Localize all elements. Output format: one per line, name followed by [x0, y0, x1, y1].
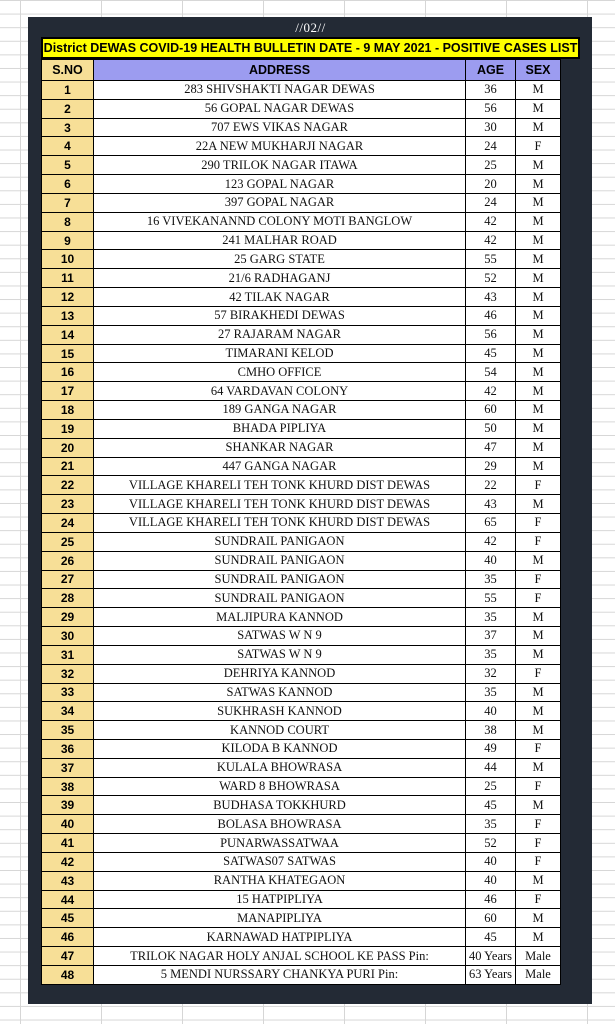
- cell-sex: M: [516, 175, 561, 194]
- cell-address: TRILOK NAGAR HOLY ANJAL SCHOOL KE PASS Pin:: [94, 947, 466, 966]
- cell-sex: M: [516, 325, 561, 344]
- cell-address: KILODA B KANNOD: [94, 739, 466, 758]
- cell-sno: 25: [42, 532, 94, 551]
- table-row: [42, 608, 561, 627]
- cell-sno: 10: [42, 250, 94, 269]
- cell-address: 290 TRILOK NAGAR ITAWA: [94, 156, 466, 175]
- cell-sno: 9: [42, 231, 94, 250]
- table-row: [42, 457, 561, 476]
- cell-age: 35: [466, 815, 516, 834]
- table-row: [42, 758, 561, 777]
- cell-age: 25: [466, 777, 516, 796]
- table-row: [42, 890, 561, 909]
- cell-address: 15 HATPIPLIYA: [94, 890, 466, 909]
- cell-sno: 39: [42, 796, 94, 815]
- cell-sex: M: [516, 231, 561, 250]
- cell-age: 56: [466, 325, 516, 344]
- cell-sex: M: [516, 401, 561, 420]
- cell-sex: Male: [516, 947, 561, 966]
- table-row: [42, 99, 561, 118]
- cell-sex: F: [516, 890, 561, 909]
- cell-sno: 7: [42, 193, 94, 212]
- cell-age: 38: [466, 721, 516, 740]
- cell-sno: 32: [42, 664, 94, 683]
- cell-address: 27 RAJARAM NAGAR: [94, 325, 466, 344]
- cell-age: 52: [466, 834, 516, 853]
- cell-age: 40: [466, 551, 516, 570]
- cell-sex: F: [516, 570, 561, 589]
- table-row: [42, 815, 561, 834]
- cell-sno: 5: [42, 156, 94, 175]
- cell-age: 24: [466, 137, 516, 156]
- cell-address: 21/6 RADHAGANJ: [94, 269, 466, 288]
- cell-address: MALJIPURA KANNOD: [94, 608, 466, 627]
- cell-address: VILLAGE KHARELI TEH TONK KHURD DIST DEWAS: [94, 514, 466, 533]
- cell-sex: F: [516, 137, 561, 156]
- cell-address: 283 SHIVSHAKTI NAGAR DEWAS: [94, 81, 466, 100]
- cell-sex: M: [516, 909, 561, 928]
- cell-address: 16 VIVEKANANND COLONY MOTI BANGLOW: [94, 212, 466, 231]
- cell-address: MANAPIPLIYA: [94, 909, 466, 928]
- table-row: [42, 212, 561, 231]
- table-row: [42, 570, 561, 589]
- table-row: [42, 306, 561, 325]
- cell-age: 47: [466, 438, 516, 457]
- cell-sex: F: [516, 476, 561, 495]
- cell-sex: M: [516, 344, 561, 363]
- table-row: [42, 965, 561, 984]
- cell-sno: 30: [42, 627, 94, 646]
- cell-address: SUNDRAIL PANIGAON: [94, 551, 466, 570]
- table-row: [42, 288, 561, 307]
- cell-age: 20: [466, 175, 516, 194]
- table-row: [42, 683, 561, 702]
- cell-sex: F: [516, 589, 561, 608]
- cell-address: 447 GANGA NAGAR: [94, 457, 466, 476]
- page-marker: //02//: [295, 20, 326, 35]
- table-row: [42, 739, 561, 758]
- cell-address: CMHO OFFICE: [94, 363, 466, 382]
- cell-age: 35: [466, 683, 516, 702]
- cell-sex: F: [516, 777, 561, 796]
- cases-table: [41, 59, 561, 985]
- table-row: [42, 363, 561, 382]
- cell-age: 45: [466, 344, 516, 363]
- cell-age: 46: [466, 890, 516, 909]
- cell-address: SUKHRASH KANNOD: [94, 702, 466, 721]
- cell-age: 42: [466, 532, 516, 551]
- cell-age: 63 Years: [466, 965, 516, 984]
- table-row: [42, 495, 561, 514]
- cell-address: SATWAS07 SATWAS: [94, 852, 466, 871]
- cell-sno: 36: [42, 739, 94, 758]
- cell-age: 35: [466, 570, 516, 589]
- table-row: [42, 269, 561, 288]
- table-row: [42, 928, 561, 947]
- cell-sex: Male: [516, 965, 561, 984]
- cell-sno: 40: [42, 815, 94, 834]
- cell-age: 45: [466, 796, 516, 815]
- cell-sno: 23: [42, 495, 94, 514]
- cell-age: 35: [466, 608, 516, 627]
- cell-sno: 19: [42, 419, 94, 438]
- table-row: [42, 81, 561, 100]
- cell-address: BUDHASA TOKKHURD: [94, 796, 466, 815]
- cell-sno: 24: [42, 514, 94, 533]
- cell-sex: M: [516, 118, 561, 137]
- cell-address: PUNARWASSATWAA: [94, 834, 466, 853]
- col-header-sno: S.NO: [42, 60, 94, 81]
- cell-sno: 34: [42, 702, 94, 721]
- table-row: [42, 721, 561, 740]
- cell-sex: M: [516, 871, 561, 890]
- table-row: [42, 852, 561, 871]
- cell-sex: M: [516, 288, 561, 307]
- cell-age: 42: [466, 231, 516, 250]
- table-row: [42, 532, 561, 551]
- cell-sno: 22: [42, 476, 94, 495]
- cell-sno: 29: [42, 608, 94, 627]
- cell-sno: 38: [42, 777, 94, 796]
- cell-sno: 15: [42, 344, 94, 363]
- cell-age: 49: [466, 739, 516, 758]
- cell-address: 123 GOPAL NAGAR: [94, 175, 466, 194]
- table-row: [42, 438, 561, 457]
- cell-address: KULALA BHOWRASA: [94, 758, 466, 777]
- cell-sex: M: [516, 156, 561, 175]
- table-row: [42, 193, 561, 212]
- cell-sex: M: [516, 382, 561, 401]
- cell-address: VILLAGE KHARELI TEH TONK KHURD DIST DEWAS: [94, 495, 466, 514]
- cell-sex: M: [516, 702, 561, 721]
- cell-address: 189 GANGA NAGAR: [94, 401, 466, 420]
- cell-age: 43: [466, 495, 516, 514]
- cell-sex: M: [516, 645, 561, 664]
- cell-age: 37: [466, 627, 516, 646]
- table-row: [42, 382, 561, 401]
- cell-age: 60: [466, 401, 516, 420]
- col-header-age: AGE: [466, 60, 516, 81]
- cell-sex: F: [516, 664, 561, 683]
- cell-address: DEHRIYA KANNOD: [94, 664, 466, 683]
- cell-sno: 17: [42, 382, 94, 401]
- cell-age: 40 Years: [466, 947, 516, 966]
- cell-sno: 48: [42, 965, 94, 984]
- cell-age: 35: [466, 645, 516, 664]
- table-row: [42, 777, 561, 796]
- cell-sno: 12: [42, 288, 94, 307]
- cell-sno: 8: [42, 212, 94, 231]
- cell-address: 56 GOPAL NAGAR DEWAS: [94, 99, 466, 118]
- cell-address: 25 GARG STATE: [94, 250, 466, 269]
- table-row: [42, 476, 561, 495]
- table-row: [42, 514, 561, 533]
- table-row: [42, 871, 561, 890]
- cell-age: 52: [466, 269, 516, 288]
- table-row: [42, 325, 561, 344]
- cell-sex: M: [516, 796, 561, 815]
- cell-age: 56: [466, 99, 516, 118]
- cell-address: SHANKAR NAGAR: [94, 438, 466, 457]
- table-row: [42, 250, 561, 269]
- cell-age: 22: [466, 476, 516, 495]
- cell-sno: 43: [42, 871, 94, 890]
- table-row: [42, 645, 561, 664]
- table-row: [42, 589, 561, 608]
- table-row: [42, 231, 561, 250]
- cell-age: 32: [466, 664, 516, 683]
- cell-address: BOLASA BHOWRASA: [94, 815, 466, 834]
- table-row: [42, 118, 561, 137]
- table-row: [42, 137, 561, 156]
- cell-sex: F: [516, 852, 561, 871]
- cell-sex: M: [516, 721, 561, 740]
- table-row: [42, 909, 561, 928]
- cell-address: TIMARANI KELOD: [94, 344, 466, 363]
- cell-sno: 14: [42, 325, 94, 344]
- cell-address: SUNDRAIL PANIGAON: [94, 532, 466, 551]
- cell-address: BHADA PIPLIYA: [94, 419, 466, 438]
- cell-address: SUNDRAIL PANIGAON: [94, 589, 466, 608]
- cell-sno: 45: [42, 909, 94, 928]
- cell-age: 55: [466, 250, 516, 269]
- cell-sno: 47: [42, 947, 94, 966]
- cell-sno: 18: [42, 401, 94, 420]
- cell-address: SUNDRAIL PANIGAON: [94, 570, 466, 589]
- cell-sno: 28: [42, 589, 94, 608]
- table-row: [42, 401, 561, 420]
- table-row: [42, 702, 561, 721]
- cell-address: RANTHA KHATEGAON: [94, 871, 466, 890]
- cell-sno: 44: [42, 890, 94, 909]
- header-row: [42, 60, 561, 81]
- cell-sno: 42: [42, 852, 94, 871]
- cell-address: 64 VARDAVAN COLONY: [94, 382, 466, 401]
- cell-address: VILLAGE KHARELI TEH TONK KHURD DIST DEWAS: [94, 476, 466, 495]
- cell-sex: M: [516, 608, 561, 627]
- cell-sno: 6: [42, 175, 94, 194]
- cell-sno: 46: [42, 928, 94, 947]
- table-row: [42, 156, 561, 175]
- cell-age: 25: [466, 156, 516, 175]
- cell-sno: 16: [42, 363, 94, 382]
- cell-address: 22A NEW MUKHARJI NAGAR: [94, 137, 466, 156]
- cell-address: 57 BIRAKHEDI DEWAS: [94, 306, 466, 325]
- cell-address: SATWAS W N 9: [94, 627, 466, 646]
- cell-sex: F: [516, 739, 561, 758]
- cell-sex: F: [516, 532, 561, 551]
- bulletin-image[interactable]: [28, 17, 592, 1004]
- cell-age: 46: [466, 306, 516, 325]
- cell-age: 40: [466, 852, 516, 871]
- cell-sno: 21: [42, 457, 94, 476]
- cell-sex: M: [516, 683, 561, 702]
- cell-age: 29: [466, 457, 516, 476]
- cell-sno: 37: [42, 758, 94, 777]
- table-row: [42, 834, 561, 853]
- cell-sex: F: [516, 834, 561, 853]
- cell-sno: 35: [42, 721, 94, 740]
- cell-age: 42: [466, 382, 516, 401]
- cell-address: SATWAS KANNOD: [94, 683, 466, 702]
- cell-age: 24: [466, 193, 516, 212]
- table-body: [42, 81, 561, 985]
- cell-sex: M: [516, 495, 561, 514]
- cell-sno: 33: [42, 683, 94, 702]
- cell-sno: 3: [42, 118, 94, 137]
- cell-sex: M: [516, 928, 561, 947]
- bulletin-title: District DEWAS COVID-19 HEALTH BULLETIN DATE - 9 MAY 2021 - POSITIVE CASES LIST: [41, 37, 580, 59]
- cell-address: 707 EWS VIKAS NAGAR: [94, 118, 466, 137]
- cell-address: 397 GOPAL NAGAR: [94, 193, 466, 212]
- cell-sno: 26: [42, 551, 94, 570]
- cell-address: WARD 8 BHOWRASA: [94, 777, 466, 796]
- cell-age: 40: [466, 702, 516, 721]
- cell-age: 30: [466, 118, 516, 137]
- cell-sno: 2: [42, 99, 94, 118]
- cell-age: 36: [466, 81, 516, 100]
- cell-age: 65: [466, 514, 516, 533]
- table-row: [42, 947, 561, 966]
- cell-age: 50: [466, 419, 516, 438]
- cell-sex: M: [516, 758, 561, 777]
- cell-sex: M: [516, 212, 561, 231]
- table-row: [42, 627, 561, 646]
- cell-sno: 27: [42, 570, 94, 589]
- col-header-sex: SEX: [516, 60, 561, 81]
- cell-sex: F: [516, 514, 561, 533]
- cell-age: 60: [466, 909, 516, 928]
- cell-sex: M: [516, 81, 561, 100]
- cell-sex: M: [516, 438, 561, 457]
- cell-sno: 1: [42, 81, 94, 100]
- cell-sex: M: [516, 551, 561, 570]
- cell-address: 241 MALHAR ROAD: [94, 231, 466, 250]
- cell-address: 42 TILAK NAGAR: [94, 288, 466, 307]
- cell-sex: M: [516, 457, 561, 476]
- cell-address: KANNOD COURT: [94, 721, 466, 740]
- cell-address: 5 MENDI NURSSARY CHANKYA PURI Pin:: [94, 965, 466, 984]
- cell-age: 54: [466, 363, 516, 382]
- cell-sno: 41: [42, 834, 94, 853]
- table-row: [42, 551, 561, 570]
- cell-sno: 4: [42, 137, 94, 156]
- cell-sex: M: [516, 99, 561, 118]
- cell-age: 45: [466, 928, 516, 947]
- cell-age: 40: [466, 871, 516, 890]
- cell-sex: M: [516, 627, 561, 646]
- table-row: [42, 344, 561, 363]
- cell-sex: M: [516, 363, 561, 382]
- cell-address: KARNAWAD HATPIPLIYA: [94, 928, 466, 947]
- table-row: [42, 419, 561, 438]
- cell-sno: 31: [42, 645, 94, 664]
- table-row: [42, 175, 561, 194]
- cell-sex: M: [516, 419, 561, 438]
- table-row: [42, 664, 561, 683]
- cell-sex: M: [516, 269, 561, 288]
- cell-sno: 20: [42, 438, 94, 457]
- cell-age: 43: [466, 288, 516, 307]
- cell-sno: 11: [42, 269, 94, 288]
- cell-age: 42: [466, 212, 516, 231]
- cell-sex: M: [516, 193, 561, 212]
- cell-age: 44: [466, 758, 516, 777]
- cell-sex: M: [516, 250, 561, 269]
- col-header-address: ADDRESS: [94, 60, 466, 81]
- cell-sex: F: [516, 815, 561, 834]
- cell-address: SATWAS W N 9: [94, 645, 466, 664]
- cell-age: 55: [466, 589, 516, 608]
- cell-sex: M: [516, 306, 561, 325]
- table-row: [42, 796, 561, 815]
- cell-sno: 13: [42, 306, 94, 325]
